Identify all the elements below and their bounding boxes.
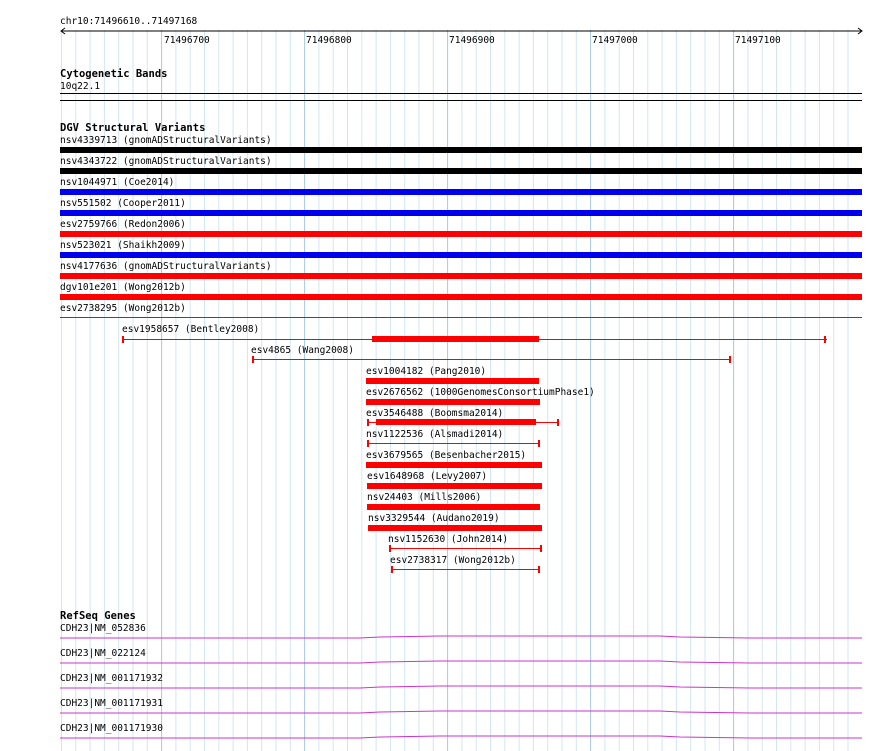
dgv-feature-bar[interactable]: [366, 378, 539, 384]
dgv-feature-label: esv2759766 (Redon2006): [60, 219, 186, 230]
gene-label: CDH23|NM_001171931: [60, 698, 163, 709]
ruler-tick-label: 71496900: [449, 35, 495, 46]
dgv-feature-bar[interactable]: [60, 317, 862, 318]
dgv-feature-bar[interactable]: [366, 462, 542, 468]
dgv-feature-bar[interactable]: [60, 168, 862, 174]
dgv-feature-end: [122, 336, 124, 343]
dgv-track-title: DGV Structural Variants: [60, 122, 206, 134]
dgv-feature-block[interactable]: [376, 419, 536, 425]
gene-label: CDH23|NM_052836: [60, 623, 146, 634]
dgv-feature-bar[interactable]: [252, 359, 731, 360]
gene-label: CDH23|NM_001171930: [60, 723, 163, 734]
dgv-feature-end: [252, 356, 254, 363]
dgv-feature-bar[interactable]: [391, 569, 540, 570]
dgv-feature-label: esv1648968 (Levy2007): [367, 471, 488, 482]
refseq-track-title: RefSeq Genes: [60, 610, 136, 622]
dgv-feature-end: [367, 419, 369, 426]
dgv-feature-label: nsv1044971 (Coe2014): [60, 177, 175, 188]
dgv-feature-label: esv2738295 (Wong2012b): [60, 303, 186, 314]
gene-feature[interactable]: [60, 707, 862, 715]
dgv-feature-bar[interactable]: [60, 273, 862, 279]
dgv-feature-label: nsv523021 (Shaikh2009): [60, 240, 186, 251]
dgv-feature-end: [391, 566, 393, 573]
cytoband-track-title: Cytogenetic Bands: [60, 68, 168, 80]
gene-feature[interactable]: [60, 732, 862, 740]
dgv-feature-label: nsv24403 (Mills2006): [367, 492, 482, 503]
dgv-feature-bar[interactable]: [60, 147, 862, 153]
dgv-feature-label: esv2738317 (Wong2012b): [390, 555, 516, 566]
ruler-tick-label: 71497100: [735, 35, 781, 46]
dgv-feature-label: esv2676562 (1000GenomesConsortiumPhase1): [366, 387, 595, 398]
dgv-feature-bar[interactable]: [60, 252, 862, 258]
ruler-tick-label: 71497000: [592, 35, 638, 46]
dgv-feature-end: [824, 336, 826, 343]
track-divider: [60, 100, 862, 101]
dgv-feature-label: esv3679565 (Besenbacher2015): [366, 450, 527, 461]
gene-feature[interactable]: [60, 657, 862, 665]
ruler-tick-label: 71496800: [306, 35, 352, 46]
dgv-feature-label: nsv1152630 (John2014): [388, 534, 509, 545]
dgv-feature-bar[interactable]: [60, 189, 862, 195]
dgv-feature-end: [540, 545, 542, 552]
dgv-feature-bar[interactable]: [368, 525, 542, 531]
cytoband-label: 10q22.1: [60, 81, 101, 92]
gene-feature[interactable]: [60, 632, 862, 640]
dgv-feature-end: [538, 440, 540, 447]
dgv-feature-end: [729, 356, 731, 363]
dgv-feature-label: nsv4339713 (gnomADStructuralVariants): [60, 135, 272, 146]
dgv-feature-label: nsv3329544 (Audano2019): [368, 513, 500, 524]
dgv-feature-label: nsv551502 (Cooper2011): [60, 198, 186, 209]
dgv-feature-label: nsv4343722 (gnomADStructuralVariants): [60, 156, 272, 167]
dgv-feature-bar[interactable]: [60, 294, 862, 300]
dgv-feature-label: esv1958657 (Bentley2008): [122, 324, 260, 335]
dgv-feature-end: [557, 419, 559, 426]
ruler-tick-label: 71496700: [164, 35, 210, 46]
cytoband-feature[interactable]: [60, 93, 862, 94]
dgv-feature-bar[interactable]: [366, 399, 540, 405]
position-label: chr10:71496610..71497168: [60, 16, 198, 27]
dgv-feature-label: nsv4177636 (gnomADStructuralVariants): [60, 261, 272, 272]
gene-label: CDH23|NM_001171932: [60, 673, 163, 684]
dgv-feature-end: [367, 440, 369, 447]
dgv-feature-bar[interactable]: [389, 548, 542, 549]
dgv-feature-bar[interactable]: [367, 504, 540, 510]
gene-label: CDH23|NM_022124: [60, 648, 146, 659]
dgv-feature-label: nsv1122536 (Alsmadi2014): [366, 429, 504, 440]
dgv-feature-bar[interactable]: [367, 483, 542, 489]
dgv-feature-block[interactable]: [372, 336, 539, 342]
dgv-feature-label: dgv101e201 (Wong2012b): [60, 282, 186, 293]
dgv-feature-bar[interactable]: [60, 231, 862, 237]
gene-feature[interactable]: [60, 682, 862, 690]
dgv-feature-label: esv1004182 (Pang2010): [366, 366, 487, 377]
dgv-feature-label: esv4865 (Wang2008): [251, 345, 354, 356]
dgv-feature-bar[interactable]: [60, 210, 862, 216]
dgv-feature-label: esv3546488 (Boomsma2014): [366, 408, 504, 419]
dgv-feature-end: [389, 545, 391, 552]
dgv-feature-bar[interactable]: [367, 443, 540, 444]
dgv-feature-end: [538, 566, 540, 573]
